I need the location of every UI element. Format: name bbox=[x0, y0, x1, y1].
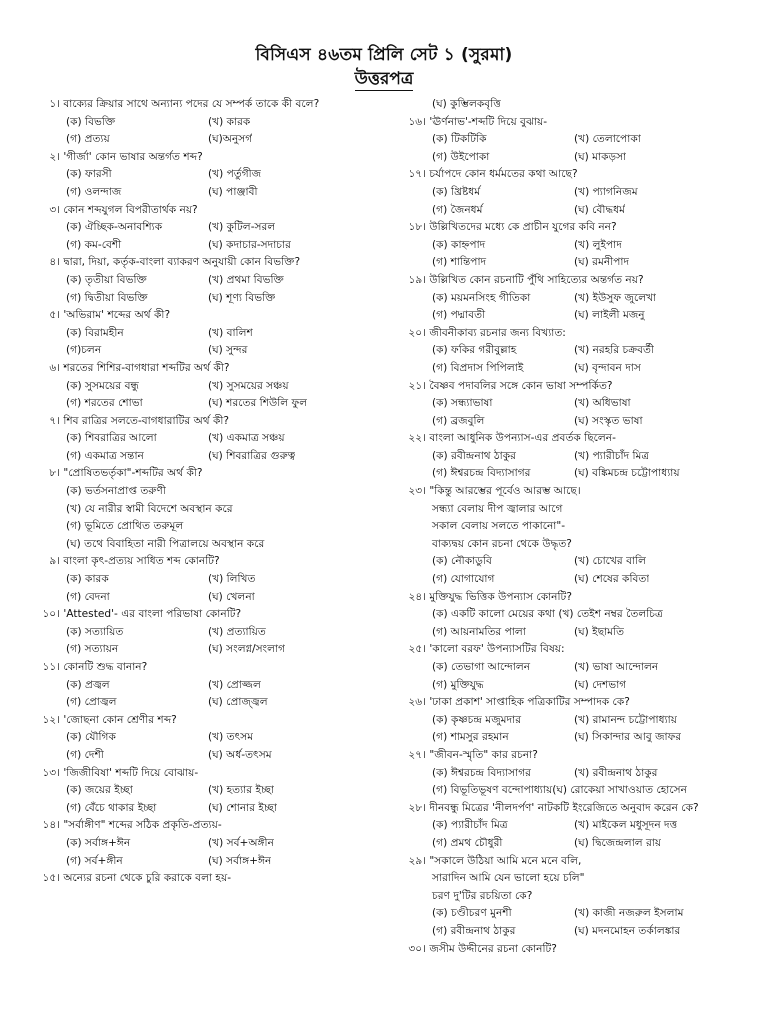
question-line bbox=[40, 659, 380, 677]
question-text: "সকালে উঠিয়া আমি মনে মনে বলি, bbox=[429, 854, 582, 867]
option-row bbox=[406, 202, 736, 220]
option: (ক) সুসময়ের বন্ধু bbox=[66, 379, 139, 392]
question-text: 'ঢাকা প্রকাশ' সাপ্তাহিক পত্রিকাটির সম্পাদক কে? bbox=[429, 696, 630, 709]
option: (ক) সত্যায়িত bbox=[66, 625, 124, 638]
question-text: অন্যের রচনা থেকে চুরি করাকে বলা হয়- bbox=[63, 872, 232, 885]
option-row bbox=[40, 589, 380, 607]
option-line: (খ) যে নারীর স্বামী বিদেশে অবস্থান করে bbox=[66, 502, 233, 515]
page-subtitle bbox=[0, 66, 768, 94]
option: (গ) রবীন্দ্রনাথ ঠাকুর bbox=[432, 924, 516, 937]
option-row bbox=[40, 325, 380, 343]
option-row bbox=[406, 923, 736, 941]
question-text: দীনবন্ধু মিত্রের 'নীলদর্পণ' নাটকটি ইংরেজিতে অনুবাদ করেন কে? bbox=[429, 801, 699, 814]
option: (ঘ) সর্বাঙ্গ+ঈন bbox=[208, 854, 272, 867]
option: (খ) লুইপাদ bbox=[574, 238, 622, 251]
option-line: (ঘ) তথে বিবাহিতা নারী পিত্রালয়ে অবস্থান করে bbox=[66, 537, 265, 550]
option-row bbox=[40, 677, 380, 695]
option-row bbox=[40, 342, 380, 360]
question-line bbox=[40, 712, 380, 730]
option-row bbox=[406, 342, 736, 360]
option-row bbox=[406, 149, 736, 167]
option: (খ) হত্যার ইচ্ছা bbox=[208, 784, 275, 797]
option: (গ) জৈনধর্ম bbox=[432, 203, 483, 216]
option: (গ) দেশী bbox=[66, 748, 104, 761]
option: (ঘ) বৌদ্ধধর্ম bbox=[574, 203, 625, 216]
question-text: মুক্তিযুদ্ধ ভিত্তিক উপন্যাস কোনটি? bbox=[429, 590, 572, 603]
option: (ক) চণ্ডীচরণ মুনশী bbox=[432, 907, 512, 920]
option: (ক) প্রজ্বল bbox=[66, 678, 110, 691]
option-row bbox=[40, 184, 380, 202]
option-row bbox=[40, 641, 380, 659]
option-line: (ক) ভর্তসনাপ্রাপ্ত তরুণী bbox=[66, 485, 166, 498]
option: (ক) জয়ের ইচ্ছা bbox=[66, 784, 133, 797]
option: (গ) প্রোজ্বল bbox=[66, 696, 117, 709]
option-row bbox=[40, 131, 380, 149]
option-row bbox=[406, 254, 736, 272]
question-text: "সর্বাঙ্গীণ" শব্দের সঠিক প্রকৃতি-প্রত্যয়- bbox=[63, 819, 222, 832]
option: (ক) ফকির গরীবুল্লাহ bbox=[432, 344, 517, 357]
left-column bbox=[40, 96, 380, 888]
option-row bbox=[406, 413, 736, 431]
question-text: শিব রাত্রির সলতে-বাগধারাটির অর্থ কী? bbox=[63, 414, 230, 427]
question-text: 'জিজীবিষা' শব্দটি দিয়ে বোঝায়- bbox=[63, 766, 199, 779]
option: (গ) বেঁচে থাকার ইচ্ছা bbox=[66, 801, 157, 814]
question-number: ২১। bbox=[408, 379, 426, 392]
question-line bbox=[40, 465, 380, 483]
option: (খ) পর্তুগীজ bbox=[208, 168, 262, 181]
option: (ক) কারক bbox=[66, 573, 109, 586]
option: (খ) তৎসম bbox=[208, 731, 254, 744]
option: (ক) কৃষ্ণচন্দ্র মজুমদার bbox=[432, 713, 522, 726]
option: (খ) মাইকেল মধুসূদন দত্ত bbox=[574, 819, 678, 832]
option: (গ) যোগাযোগ bbox=[432, 573, 495, 586]
option: (গ) ঈশ্বরচন্দ্র বিদ্যাসাগর bbox=[432, 467, 531, 480]
question-text: বাংলা কৃৎ-প্রত্যয় সাধিত শব্দ কোনটি? bbox=[63, 555, 220, 568]
question-number: ২। bbox=[49, 150, 60, 163]
option: (ঘ) অর্ধ-তৎসম bbox=[208, 748, 272, 761]
question-line bbox=[406, 483, 736, 501]
question-text: "কিন্তু আরম্ভের পূর্বেও আরম্ভ আছে। bbox=[429, 485, 581, 498]
option-row bbox=[40, 114, 380, 132]
quote-line: সন্ধ্যা বেলায় দীপ জ্বালার আগে bbox=[432, 502, 563, 515]
option: (খ) কারক bbox=[208, 115, 251, 128]
question-number: ২৯। bbox=[408, 854, 426, 867]
option-row bbox=[406, 835, 736, 853]
option: (ক) নৌকাডুবি bbox=[432, 555, 492, 568]
option: (খ) লিখিত bbox=[208, 573, 256, 586]
option-row bbox=[406, 184, 736, 202]
question-line bbox=[406, 641, 736, 659]
option-row bbox=[40, 729, 380, 747]
question-line bbox=[40, 202, 380, 220]
option: (ক) রবীন্দ্রনাথ ঠাকুর bbox=[432, 449, 516, 462]
question-number: ১৯। bbox=[408, 273, 426, 286]
question-text: "প্রোষিতভর্তৃকা"-শব্দটির অর্থ কী? bbox=[63, 467, 203, 480]
option-row bbox=[406, 360, 736, 378]
question-line bbox=[40, 817, 380, 835]
option: (ঘ) ইছামতি bbox=[574, 625, 625, 638]
question-line bbox=[40, 606, 380, 624]
option-row bbox=[406, 765, 736, 783]
option: (খ) বালিশ bbox=[208, 326, 253, 339]
question-line bbox=[40, 254, 380, 272]
question-line bbox=[40, 96, 380, 114]
question-line bbox=[40, 870, 380, 888]
option: (ক) টিকটিকি bbox=[432, 133, 487, 146]
option: (ক) খ্রিষ্টধর্ম bbox=[432, 185, 481, 198]
option: (গ) ব্রজবুলি bbox=[432, 414, 485, 427]
option: (ক) সন্ধ্যাভাষা bbox=[432, 397, 493, 410]
option: (খ) সুসময়ের সঞ্চয় bbox=[208, 379, 289, 392]
question-line bbox=[406, 941, 736, 959]
question-number: ২৪। bbox=[408, 590, 426, 603]
option-row bbox=[40, 290, 380, 308]
option-row bbox=[406, 553, 736, 571]
option: (ক) যৌগিক bbox=[66, 731, 116, 744]
option: (ঘ) শোনার ইচ্ছা bbox=[208, 801, 278, 814]
option-row bbox=[40, 624, 380, 642]
option: (ক) শিবরাত্রির আলো bbox=[66, 432, 157, 445]
option: (ঘ) দেশভাগ bbox=[574, 678, 627, 691]
option-row bbox=[406, 817, 736, 835]
option-row bbox=[40, 219, 380, 237]
option: (ঘ) বৃন্দাবন দাস bbox=[574, 361, 641, 374]
option: (খ) কাজী নজরুল ইসলাম bbox=[574, 907, 684, 920]
question-text: বাক্যের ক্রিয়ার সাথে অন্যান্য পদের যে সম্পর্ক তাকে কী বলে? bbox=[63, 98, 320, 110]
question-number: ১২। bbox=[42, 713, 60, 726]
question-number: ১৫। bbox=[42, 872, 60, 885]
option: (খ) নরহরি চক্রবর্তী bbox=[574, 344, 654, 357]
question-line bbox=[406, 430, 736, 448]
question-text: 'গীর্জা' কোন ভাষার অন্তর্গত শব্দ? bbox=[63, 150, 203, 163]
question-number: ৩। bbox=[49, 203, 60, 216]
option-row bbox=[406, 712, 736, 730]
question-number: ২২। bbox=[408, 432, 426, 445]
question-line bbox=[40, 307, 380, 325]
question-text: জীবনীকাব্য রচনার জন্য বিখ্যাত: bbox=[429, 326, 566, 339]
question-number: ২৫। bbox=[408, 643, 426, 656]
option: (গ) সত্যায়ন bbox=[66, 643, 119, 656]
option-row bbox=[40, 378, 380, 396]
option: (গ) পদ্মাবতী bbox=[432, 309, 486, 322]
option: (খ) প্রথমা বিভক্তি bbox=[208, 273, 284, 286]
question-line bbox=[406, 114, 736, 132]
option: (ক) তৃতীয়া বিভক্তি bbox=[66, 273, 147, 286]
question-text: 'জোছনা কোন শ্রেণীর শব্দ? bbox=[63, 713, 177, 726]
option: (ঘ) পাঞ্জাবী bbox=[208, 185, 258, 198]
option-row bbox=[40, 694, 380, 712]
option: (গ) সর্ব+ঙ্গীন bbox=[66, 854, 123, 867]
option: (ঘ) খেলনা bbox=[208, 590, 255, 603]
option-line: (গ) ভূমিতে প্রোথিত তরুমূল bbox=[66, 520, 184, 533]
option-row bbox=[406, 131, 736, 149]
option: (খ) চোখের বালি bbox=[574, 555, 646, 568]
option: (খ) প্যারীচাঁদ মিত্র bbox=[574, 449, 650, 462]
option-line: (গ) বিভূতিভূষণ বন্দোপাধ্যায়(ঘ) রোকেয়া সাখাওয়াত হোসেন bbox=[432, 784, 687, 797]
question-number: ২৩। bbox=[408, 485, 426, 498]
option-row bbox=[406, 237, 736, 255]
option-row bbox=[40, 800, 380, 818]
question-line bbox=[40, 553, 380, 571]
question-number: ১৮। bbox=[408, 221, 426, 234]
option: (খ) তেলাপোকা bbox=[574, 133, 641, 146]
question-line bbox=[406, 325, 736, 343]
option: (খ) অধিভাষা bbox=[574, 397, 631, 410]
option: (গ) শরতের শোভা bbox=[66, 397, 143, 410]
question-text: জসীম উদ্দীনের রচনা কোনটি? bbox=[429, 942, 557, 955]
option: (ক) সর্বাঙ্গ+ঈন bbox=[66, 836, 131, 849]
question-number: ১১। bbox=[42, 661, 60, 673]
subtitle-text: উত্তরপত্র bbox=[354, 69, 414, 89]
quote-line: চরণ দু'টির রচয়িতা কে? bbox=[432, 889, 533, 902]
question-text: চর্যাপদে কোন ধর্মমতের কথা আছে? bbox=[429, 168, 578, 181]
option: (খ) রবীন্দ্রনাথ ঠাকুর bbox=[574, 766, 658, 779]
option-row bbox=[406, 307, 736, 325]
question-text: উল্লিখিত কোন রচনাটি পুঁথি সাহিত্যের অন্তর্গত নয়? bbox=[429, 273, 644, 286]
question-line bbox=[406, 219, 736, 237]
option: (ঘ) সংস্কৃত ভাষা bbox=[574, 414, 643, 427]
option: (ঘ) শিবরাত্রির গুরুত্ব bbox=[208, 449, 296, 462]
question-text: কোনটি শুদ্ধ বানান? bbox=[63, 661, 148, 673]
option: (গ) উইপোকা bbox=[432, 150, 490, 163]
question-number: ২৮। bbox=[408, 801, 426, 814]
question-text: 'কালো বরফ' উপন্যাসটির বিষয়: bbox=[429, 643, 565, 656]
question-number: ১৪। bbox=[42, 819, 60, 832]
option: (ঘ) মদনমোহন তর্কালঙ্কার bbox=[574, 924, 681, 937]
option: (ক) ঐচ্ছিক-অনাবশ্যিক bbox=[66, 221, 163, 234]
option: (ক) ফারসী bbox=[66, 168, 112, 181]
option-row bbox=[406, 677, 736, 695]
question-text: "জীবন-স্মৃতি" কার রচনা? bbox=[429, 748, 538, 761]
option-row bbox=[40, 166, 380, 184]
option: (ক) ঈশ্বরচন্দ্র বিদ্যাসাগর bbox=[432, 766, 531, 779]
option: (খ) একমাত্র সঞ্চয় bbox=[208, 432, 285, 445]
question-text: দ্বারা, দিয়া, কর্তৃক-বাংলা ব্যাকরণ অনুযায়ী কোন বিভক্তি? bbox=[63, 256, 301, 269]
question-line bbox=[406, 747, 736, 765]
option: (গ) বেদনা bbox=[66, 590, 110, 603]
question-line bbox=[40, 149, 380, 167]
question-number: ২৬। bbox=[408, 696, 426, 709]
question-text: শরতের শিশির-বাগধারা শব্দটির অর্থ কী? bbox=[63, 361, 230, 374]
option-row bbox=[406, 290, 736, 308]
option: (খ) কুটিল-সরল bbox=[208, 221, 276, 234]
question-number: ৩০। bbox=[408, 942, 426, 955]
option-line: (ক) একটি কালো মেয়ের কথা (খ) তেইশ নম্বর তৈলচিত্র bbox=[432, 608, 663, 621]
option: (ঘ) সিকান্দার আবু জাফর bbox=[574, 731, 682, 744]
option: (গ)চলন bbox=[66, 344, 102, 357]
quote-line: সারাদিন আমি যেন ভালো হয়ে চলি" bbox=[432, 872, 585, 885]
option: (ঘ) সংলগ্ন/সংলাগ bbox=[208, 643, 286, 656]
option: (ঘ)অনুসর্গ bbox=[208, 133, 253, 146]
question-line bbox=[406, 272, 736, 290]
option: (ঘ) লাইলী মজনু bbox=[574, 309, 645, 322]
option: (খ) প্রোজ্জল bbox=[208, 678, 261, 691]
question-number: ১০। bbox=[42, 608, 60, 621]
question-number: ১৭। bbox=[408, 168, 426, 181]
question-text: কোন শব্দযুগল বিপরীতার্থক নয়? bbox=[63, 203, 198, 216]
option: (ঘ) বঙ্কিমচন্দ্র চট্টোপাধ্যায় bbox=[574, 467, 680, 480]
option: (ক) প্যারীচাঁদ মিত্র bbox=[432, 819, 508, 832]
option: (গ) দ্বিতীয়া বিভক্তি bbox=[66, 291, 148, 304]
option: (ঘ) রমনীপাদ bbox=[574, 256, 630, 269]
option: (গ) শান্তিপাদ bbox=[432, 256, 487, 269]
question-line bbox=[406, 694, 736, 712]
option-row bbox=[406, 624, 736, 642]
question-number: ৬। bbox=[49, 361, 60, 374]
question-text: 'Attested'- এর বাংলা পরিভাষা কোনটি? bbox=[63, 608, 242, 621]
option: (ক) বিরামহীন bbox=[66, 326, 124, 339]
option: (ঘ) শরতের শিউলি ফুল bbox=[208, 397, 308, 410]
question-number: ৯। bbox=[49, 555, 60, 568]
option: (ক) বিভক্তি bbox=[66, 115, 116, 128]
question-line bbox=[406, 800, 736, 818]
option: (ঘ) প্রোজ্জ্বল bbox=[208, 696, 268, 709]
quote-line: সকাল বেলায় সলতে পাকানো"- bbox=[432, 520, 566, 533]
option-row bbox=[40, 835, 380, 853]
option: (ঘ) শূণ্য বিভক্তি bbox=[208, 291, 276, 304]
option-row bbox=[40, 272, 380, 290]
option-row bbox=[406, 448, 736, 466]
option: (ঘ) কদাচার-সদাচার bbox=[208, 238, 291, 251]
question-line bbox=[40, 360, 380, 378]
option: (গ) বিপ্রদাস পিপিলাই bbox=[432, 361, 524, 374]
option: (ঘ) শেষের কবিতা bbox=[574, 573, 650, 586]
option-row bbox=[406, 659, 736, 677]
option-row bbox=[40, 448, 380, 466]
option: (ক) কাহ্নপাদ bbox=[432, 238, 486, 251]
option: (ক) ময়মনসিংহ গীতিকা bbox=[432, 291, 531, 304]
option-row bbox=[40, 853, 380, 871]
option: (ঘ) সুন্দর bbox=[208, 344, 248, 357]
option: (ক) তেভাগা আন্দোলন bbox=[432, 661, 531, 673]
option: (ঘ) দ্বিজেন্দ্রলাল রায় bbox=[574, 836, 662, 849]
option-row bbox=[406, 729, 736, 747]
question-line bbox=[406, 378, 736, 396]
option: (গ) আয়নামতির পালা bbox=[432, 625, 526, 638]
option-row bbox=[40, 237, 380, 255]
option: (খ) সর্ব+অঙ্গীন bbox=[208, 836, 274, 849]
question-number: ১। bbox=[49, 98, 60, 110]
option-row bbox=[40, 782, 380, 800]
option-line: (ঘ) কুম্ভিলকবৃত্তি bbox=[432, 98, 501, 110]
question-line bbox=[406, 853, 736, 871]
option: (গ) শামসুর রহমান bbox=[432, 731, 509, 744]
question-text: উল্লিখিতদের মধ্যে কে প্রাচীন যুগের কবি নন? bbox=[429, 221, 617, 234]
question-line bbox=[40, 413, 380, 431]
option-row bbox=[406, 395, 736, 413]
question-number: ২০। bbox=[408, 326, 426, 339]
right-column bbox=[406, 96, 736, 958]
question-text: বৈষ্ণব পদাবলির সঙ্গে কোন ভাষা সম্পর্কিত? bbox=[429, 379, 613, 392]
question-line bbox=[40, 765, 380, 783]
option: (ঘ) মাকড়সা bbox=[574, 150, 627, 163]
option: (গ) কম-বেশী bbox=[66, 238, 122, 251]
question-number: ৪। bbox=[49, 256, 60, 269]
question-line bbox=[406, 166, 736, 184]
option: (গ) প্রমথ চৌধুরী bbox=[432, 836, 503, 849]
option-row bbox=[406, 905, 736, 923]
option-row bbox=[40, 571, 380, 589]
question-text: বাংলা আধুনিক উপন্যাস-এর প্রবর্তক ছিলেন- bbox=[429, 432, 616, 445]
question-number: ২৭। bbox=[408, 748, 426, 761]
option: (গ) প্রত্যয় bbox=[66, 133, 110, 146]
question-number: ৮। bbox=[49, 467, 60, 480]
quote-line: বাক্যদ্বয় কোন রচনা থেকে উদ্ধৃত? bbox=[432, 537, 572, 550]
question-text: 'অভিরাম' শব্দের অর্থ কী? bbox=[63, 309, 171, 322]
question-number: ১৬। bbox=[408, 115, 426, 128]
option-row bbox=[40, 395, 380, 413]
question-number: ৭। bbox=[49, 414, 60, 427]
question-text: 'ঊর্ণনাভ'-শব্দটি দিয়ে বুঝায়- bbox=[429, 115, 548, 128]
option: (খ) ভাষা আন্দোলন bbox=[574, 661, 659, 673]
option-row bbox=[406, 571, 736, 589]
option: (গ) মুক্তিযুদ্ধ bbox=[432, 678, 484, 691]
option: (খ) ইউসুফ জুলেখা bbox=[574, 291, 657, 304]
option: (খ) প্যাগনিজম bbox=[574, 185, 638, 198]
option: (খ) প্রত্যায়িত bbox=[208, 625, 266, 638]
question-line bbox=[406, 589, 736, 607]
option-row bbox=[40, 747, 380, 765]
option-row bbox=[40, 430, 380, 448]
option: (গ) একমাত্র সন্তান bbox=[66, 449, 144, 462]
question-number: ৫। bbox=[49, 309, 60, 322]
question-number: ১৩। bbox=[42, 766, 60, 779]
option: (খ) রামানন্দ চট্টোপাধ্যায় bbox=[574, 713, 677, 726]
page-title: বিসিএস ৪৬তম প্রিলি সেট ১ (সুরমা) bbox=[255, 45, 513, 65]
option-row bbox=[406, 465, 736, 483]
option: (গ) ওলন্দাজ bbox=[66, 185, 122, 198]
